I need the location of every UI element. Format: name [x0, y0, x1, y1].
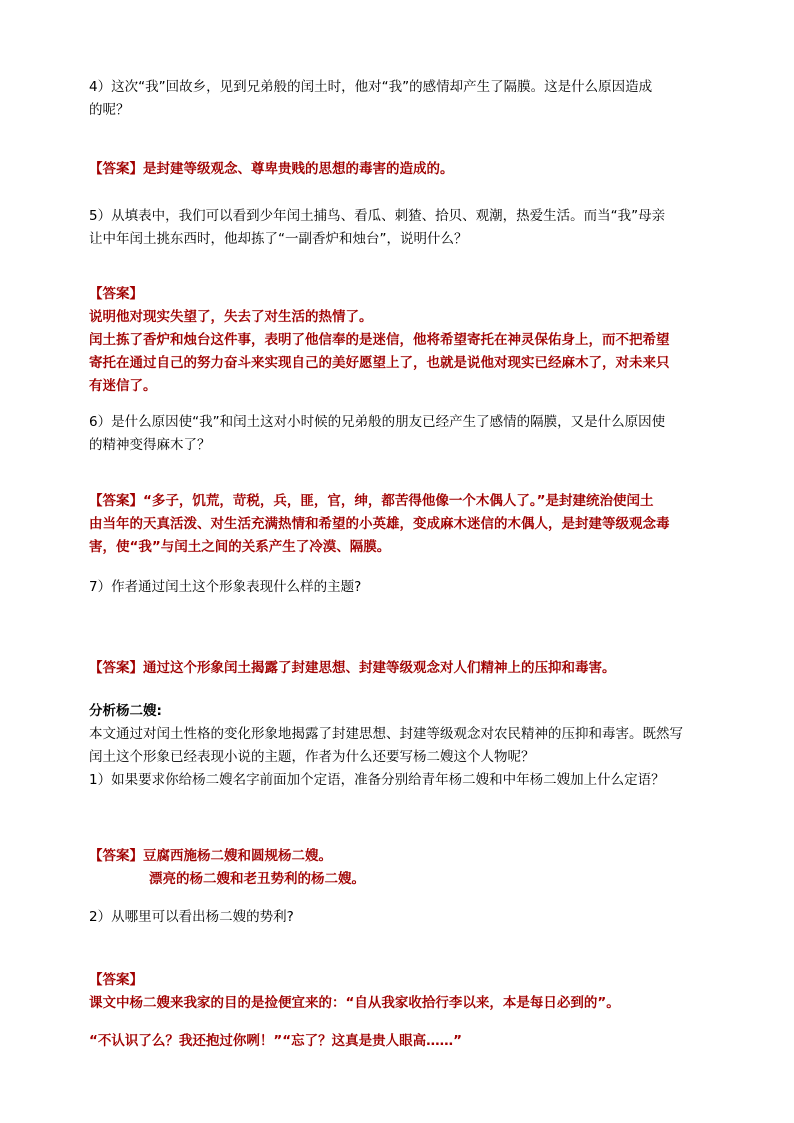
question-7 — [89, 576, 709, 599]
answer-6-line-2: 由当年的天真活泼、对生活充满热情和希望的小英雄，变成麻木迷信的木偶人，是封建等级观念毒 — [89, 516, 670, 532]
yang-question-2-text: 2）从哪里可以看出杨二嫂的势利? — [89, 909, 294, 925]
section-yang-ersao — [89, 700, 709, 792]
question-7-text: 7）作者通过闰土这个形象表现什么样的主题? — [89, 579, 362, 595]
answer-6 — [89, 490, 709, 559]
answer-5-line-2: 闰土拣了香炉和烛台这件事，表明了他信奉的是迷信，他将希望寄托在神灵保佑身上，而不把希望 — [89, 332, 670, 348]
question-4 — [89, 76, 709, 122]
question-5-line-1: 5）从填表中，我们可以看到少年闰土捕鸟、看瓜、刺猹、拾贝、观潮，热爱生活。而当“我”母亲 — [89, 208, 666, 224]
yang-question-2 — [89, 906, 709, 929]
question-5 — [89, 205, 709, 251]
answer-6-line-3: 害，使“我”与闰土之间的关系产生了冷漠、隔膜。 — [89, 539, 391, 555]
answer-5-line-1: 说明他对现实失望了，失去了对生活的热情了。 — [89, 309, 373, 325]
answer-5-line-3: 寄托在通过自己的努力奋斗来实现自己的美好愿望上了，也就是说他对现实已经麻木了，对未来只 — [89, 355, 670, 371]
intro-line-1: 本文通过对闰土性格的变化形象地揭露了封建思想、封建等级观念对农民精神的压抑和毒害。既然写 — [89, 726, 683, 742]
question-4-line-1: 4）这次“我”回故乡，见到兄弟般的闰土时，他对“我”的感情却产生了隔膜。这是什么原因造成 — [89, 79, 653, 95]
yang-answer-1-line-1: 【答案】豆腐西施杨二嫂和圆规杨二嫂。 — [89, 848, 332, 864]
answer-6-line-1: 【答案】“多子，饥荒，苛税，兵，匪，官，绅，都苦得他像一个木偶人了。”是封建统治使闰土 — [89, 493, 654, 509]
question-6 — [89, 411, 709, 457]
question-6-line-1: 6）是什么原因使“我”和闰土这对小时候的兄弟般的朋友已经产生了感情的隔膜，又是什么原因使 — [89, 414, 666, 430]
yang-question-1: 1）如果要求你给杨二嫂名字前面加个定语，准备分别给青年杨二嫂和中年杨二嫂加上什么定语？ — [89, 772, 665, 788]
yang-answer-2-label: 【答案】 — [89, 972, 143, 988]
intro-line-2: 闰土这个形象已经表现小说的主题，作者为什么还要写杨二嫂这个人物呢？ — [89, 749, 535, 765]
question-6-line-2: 的精神变得麻木了？ — [89, 437, 211, 453]
answer-7 — [89, 657, 709, 680]
yang-answer-2-quote — [89, 1030, 709, 1053]
yang-answer-1-line-2: 漂亮的杨二嫂和老丑势利的杨二嫂。 — [149, 871, 365, 887]
section-title: 分析杨二嫂: — [89, 703, 162, 719]
answer-5 — [89, 283, 709, 398]
answer-7-text: 【答案】通过这个形象闰土揭露了封建思想、封建等级观念对人们精神上的压抑和毒害。 — [89, 660, 616, 676]
yang-answer-2-line-1: 课文中杨二嫂来我家的目的是捡便宜来的：“自从我家收拾行李以来，本是每日必到的”。 — [89, 995, 620, 1011]
yang-answer-2 — [89, 969, 709, 1015]
yang-answer-2-quote-text: “不认识了么？我还抱过你咧！”“忘了？这真是贵人眼高……” — [89, 1033, 462, 1049]
answer-4-text: 【答案】是封建等级观念、尊卑贵贱的思想的毒害的造成的。 — [89, 161, 454, 177]
yang-answer-1 — [89, 845, 709, 891]
question-5-line-2: 让中年闰土挑东西时，他却拣了“一副香炉和烛台”，说明什么？ — [89, 231, 468, 247]
answer-5-label: 【答案】 — [89, 286, 143, 302]
question-4-line-2: 的呢？ — [89, 102, 130, 118]
answer-4 — [89, 158, 709, 181]
answer-5-line-4: 有迷信了。 — [89, 378, 157, 394]
